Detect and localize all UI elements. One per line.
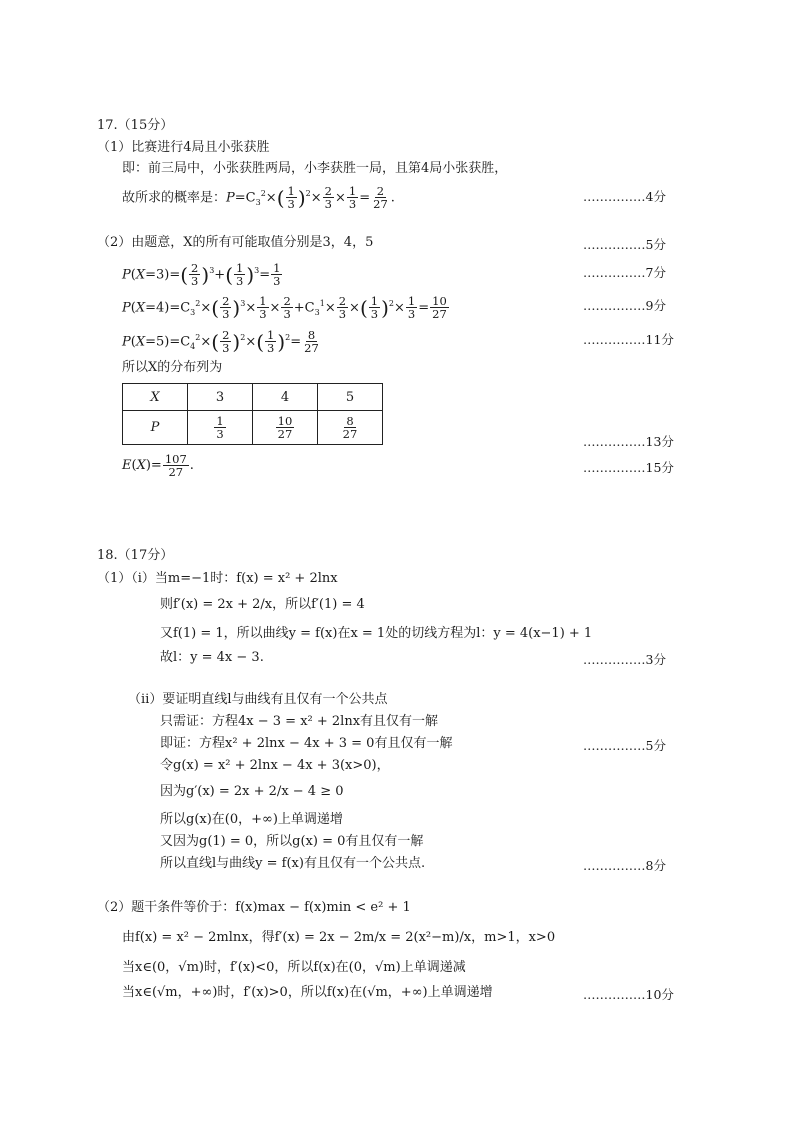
table-cell: 3 [188, 384, 253, 411]
q18-ii-line4: 令g(x) = x² + 2lnx − 4x + 3(x>0)， [160, 758, 390, 773]
q18-ii-points2: ……………8分 [583, 858, 666, 873]
q18-part2-line2: 由f(x) = x² − 2mlnx，得f′(x) = 2x − 2m/x = 2(x²−m)/x，m>1，x>0 [122, 930, 556, 945]
q17-dist-intro: 所以X的分布列为 [122, 360, 223, 375]
q18-part2-line4: 当x∈(√m，+∞)时，f′(x)>0，所以f(x)在(√m，+∞)上单调递增 [122, 985, 493, 1000]
q18-i-line1: （1）（ⅰ）当m=−1时：f(x) = x² + 2lnx [97, 571, 338, 586]
q17-part1-line1: 即：前三局中，小张获胜两局，小李获胜一局，且第4局小张获胜， [122, 161, 508, 176]
q17-px3-formula: P(X=3)=( $\frac{2}{3}$ )$^3$+( $\frac{1}{3}$ )$^3$= $\frac{1}{3}$ [122, 261, 281, 289]
q17-part2-title: （2）由题意，X的所有可能取值分别是3，4，5 [97, 235, 374, 250]
q17-px3-points: ……………7分 [583, 265, 666, 280]
q18-i-line3: 又f(1) = 1，所以曲线y = f(x)在x = 1处的切线方程为l：y = 4(x−1) + 1 [160, 626, 593, 641]
table-row [123, 411, 383, 445]
q17-px5-formula: $P(X=5)=C_4^2\times$( $\frac{2}{3}$ )$^2$×( $\frac{1}{3}$ )$^2$= $\frac{8}{27}$ [122, 328, 319, 356]
q18-heading: 18.（17分） [97, 548, 174, 563]
q18-ii-line5: 因为g′(x) = 2x + 2/x − 4 ≥ 0 [160, 784, 344, 799]
table-header-row [123, 384, 383, 411]
q18-ii-line3: 即证：方程x² + 2lnx − 4x + 3 = 0有且仅有一解 [160, 736, 453, 751]
table-cell: $\frac{10}{27}$ [253, 411, 318, 445]
q18-ii-points1: ……………5分 [583, 738, 666, 753]
q17-px4-points: ……………9分 [583, 298, 666, 313]
q18-part2-line1: （2）题干条件等价于：f(x)max − f(x)min < e² + 1 [97, 900, 411, 915]
q18-part2-line3: 当x∈(0，√m)时，f′(x)<0，所以f(x)在(0，√m)上单调递减 [122, 960, 466, 975]
table-cell: $\frac{8}{27}$ [318, 411, 383, 445]
q17-part2-points: ……………5分 [583, 237, 666, 252]
q18-i-points: ……………3分 [583, 652, 666, 667]
q18-i-line4: 故l：y = 4x − 3. [160, 650, 264, 665]
q18-ii-line1: （ⅱ）要证明直线l与曲线有且仅有一个公共点 [128, 692, 388, 707]
q18-ii-line8: 所以直线l与曲线y = f(x)有且仅有一个公共点. [160, 856, 426, 871]
q17-px4-formula: $P(X=4)=C_3^2\times$( $\frac{2}{3}$ )$^3$× $\frac{1}{3}$ × $\frac{2}{3}$ $+C_3^1\times$ $\frac{2}{3}$ ×( $\frac{1}{3}$ )$^2$× $\frac{1}{3}$ = $\frac{10}{27}$ [122, 294, 447, 322]
q18-ii-line6: 所以g(x)在(0，+∞)上单调递增 [160, 812, 343, 827]
q17-expectation-points: ……………15分 [583, 460, 674, 475]
distribution-table [122, 383, 383, 445]
q18-i-line2: 则f′(x) = 2x + 2/x，所以f′(1) = 4 [160, 597, 365, 612]
table-cell: 4 [253, 384, 318, 411]
q17-part1-title: （1）比赛进行4局且小张获胜 [97, 140, 270, 155]
q17-part1-prob-formula: 故所求的概率是：$P=C_3^2\times$( $\frac{1}{3}$ )$^2$× $\frac{2}{3}$ × $\frac{1}{3}$ = $\frac{2}{27}$ . [122, 184, 395, 212]
table-cell: P [123, 411, 188, 445]
table-cell: $\frac{1}{3}$ [188, 411, 253, 445]
q18-ii-line2: 只需证：方程4x − 3 = x² + 2lnx有且仅有一解 [160, 714, 439, 729]
q18-part2-points: ……………10分 [583, 987, 674, 1002]
table-cell: 5 [318, 384, 383, 411]
q17-part1-points: ……………4分 [583, 189, 666, 204]
q18-ii-line7: 又因为g(1) = 0，所以g(x) = 0有且仅有一解 [160, 834, 424, 849]
q17-expectation-formula: E(X)= $\frac{107}{27}$ . [122, 452, 194, 479]
table-cell: X [123, 384, 188, 411]
q17-table-points: ……………13分 [583, 434, 674, 449]
q17-heading: 17.（15分） [97, 118, 174, 133]
q17-px5-points: ……………11分 [583, 332, 674, 347]
